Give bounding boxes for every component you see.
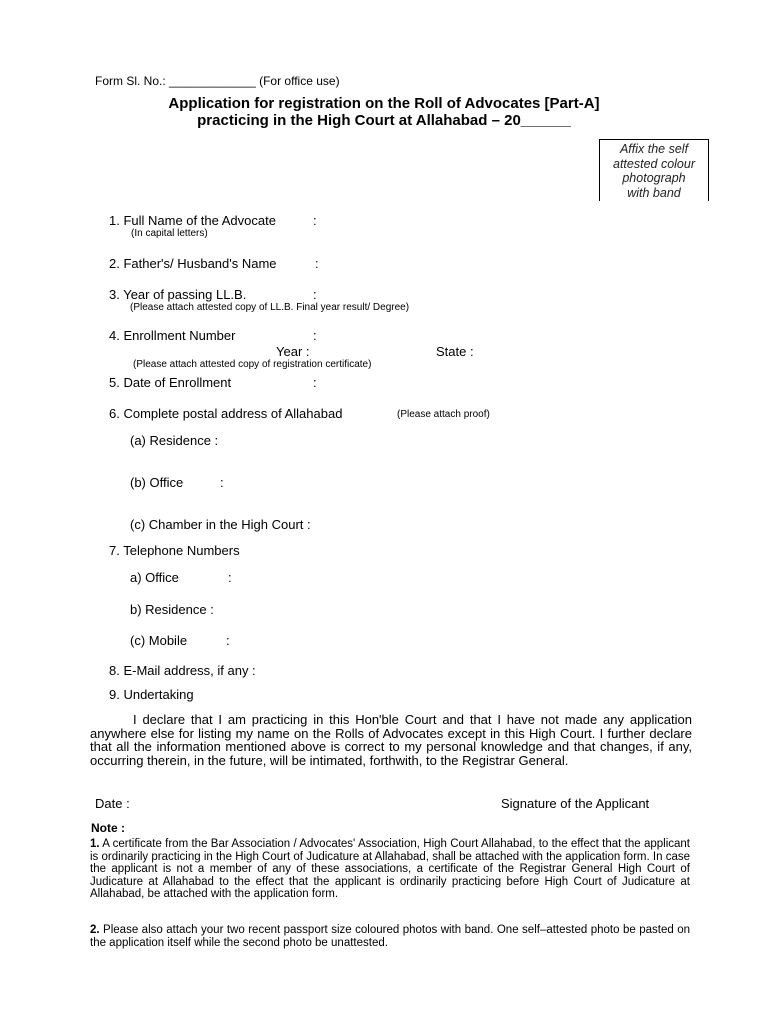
field-4-enrollment-number-label: 4. Enrollment Number xyxy=(109,328,236,343)
field-6-postal-address-label: 6. Complete postal address of Allahabad xyxy=(109,406,343,421)
undertaking-paragraph: I declare that I am practicing in this Hon'ble Court and that I have not made any application anywhere else for listing my name on the Rolls of Advocates except in this High Court. I further declare that all the information mentioned above is correct to my personal knowledge and that changes, if any, occurring therein, in the future, will be intimated, forthwith, to the Registrar General. xyxy=(90,712,692,768)
field-6b-office-label: (b) Office xyxy=(130,475,184,490)
note-item-2-number: 2. xyxy=(90,924,100,936)
form-title-line-1: Application for registration on the Roll of Advocates [Part-A] xyxy=(168,95,600,112)
note-item-2-text: Please also attach your two recent passport size coloured photos with band. One self–attested photo be pasted on the application itself while the second photo be unattested. xyxy=(90,924,690,949)
photo-placeholder-box xyxy=(599,139,709,201)
field-9-undertaking-label: 9. Undertaking xyxy=(109,687,194,702)
field-3-colon: : xyxy=(313,287,317,302)
field-3-llb-year-label: 3. Year of passing LL.B. xyxy=(109,287,247,302)
note-item-1-text: A certificate from the Bar Association / Advocates' Association, High Court Allahabad, to the effect that the applicant is ordinarily practicing in the High Court of Judicature at Allahabad, shall be attached with the application form. In case the applicant is not a member of any of these associations, a certificate of the Registrar General High Court of Judicature at Allahabad to the effect that the applicant is ordinarily practicing before High Court of Judicature at Allahabad, be attached with the application form. xyxy=(90,838,690,900)
photo-box-line-1: Affix the self xyxy=(619,142,689,156)
field-6-note: (Please attach proof) xyxy=(397,409,490,420)
note-item-1-number: 1. xyxy=(90,838,100,850)
photo-box-line-4: with band xyxy=(627,185,681,200)
field-3-note: (Please attach attested copy of LL.B. Final year result/ Degree) xyxy=(130,302,410,313)
field-7c-colon: : xyxy=(226,633,230,648)
field-6c-chamber-label: (c) Chamber in the High Court : xyxy=(130,517,311,532)
note-item-1 xyxy=(90,838,690,901)
field-6a-residence-label: (a) Residence : xyxy=(130,433,219,448)
signature-label: Signature of the Applicant xyxy=(501,796,650,811)
field-7b-residence-label: b) Residence : xyxy=(130,602,214,617)
photo-box-line-2: attested colour xyxy=(613,156,695,171)
field-4-note: (Please attach attested copy of registration certificate) xyxy=(133,359,372,370)
field-4-year-label: Year : xyxy=(276,344,310,359)
field-7a-colon: : xyxy=(228,570,232,585)
field-7c-mobile-label: (c) Mobile xyxy=(130,633,188,648)
note-heading: Note : xyxy=(91,821,125,835)
form-title-line-2: practicing in the High Court at Allahabad – 20______ xyxy=(197,112,571,129)
field-6b-colon: : xyxy=(220,475,224,490)
field-7a-office-label: a) Office xyxy=(130,570,179,585)
field-1-note: (In capital letters) xyxy=(131,228,208,239)
note-item-2 xyxy=(90,924,690,949)
photo-box-line-3: photograph xyxy=(622,171,686,185)
field-4-colon: : xyxy=(313,328,317,343)
field-2-colon: : xyxy=(315,256,319,271)
field-1-colon: : xyxy=(313,213,317,228)
form-serial-number: Form Sl. No.: _____________ (For office use) xyxy=(95,74,340,88)
field-7-telephone-numbers-label: 7. Telephone Numbers xyxy=(109,543,240,558)
field-5-colon: : xyxy=(313,375,317,390)
field-8-email-label: 8. E-Mail address, if any : xyxy=(109,663,256,678)
date-label: Date : xyxy=(95,796,130,811)
field-4-state-label: State : xyxy=(436,344,474,359)
field-2-father-husband-name-label: 2. Father's/ Husband's Name xyxy=(109,256,277,271)
field-5-enrollment-date-label: 5. Date of Enrollment xyxy=(109,375,232,390)
field-1-full-name-label: 1. Full Name of the Advocate xyxy=(109,213,276,228)
